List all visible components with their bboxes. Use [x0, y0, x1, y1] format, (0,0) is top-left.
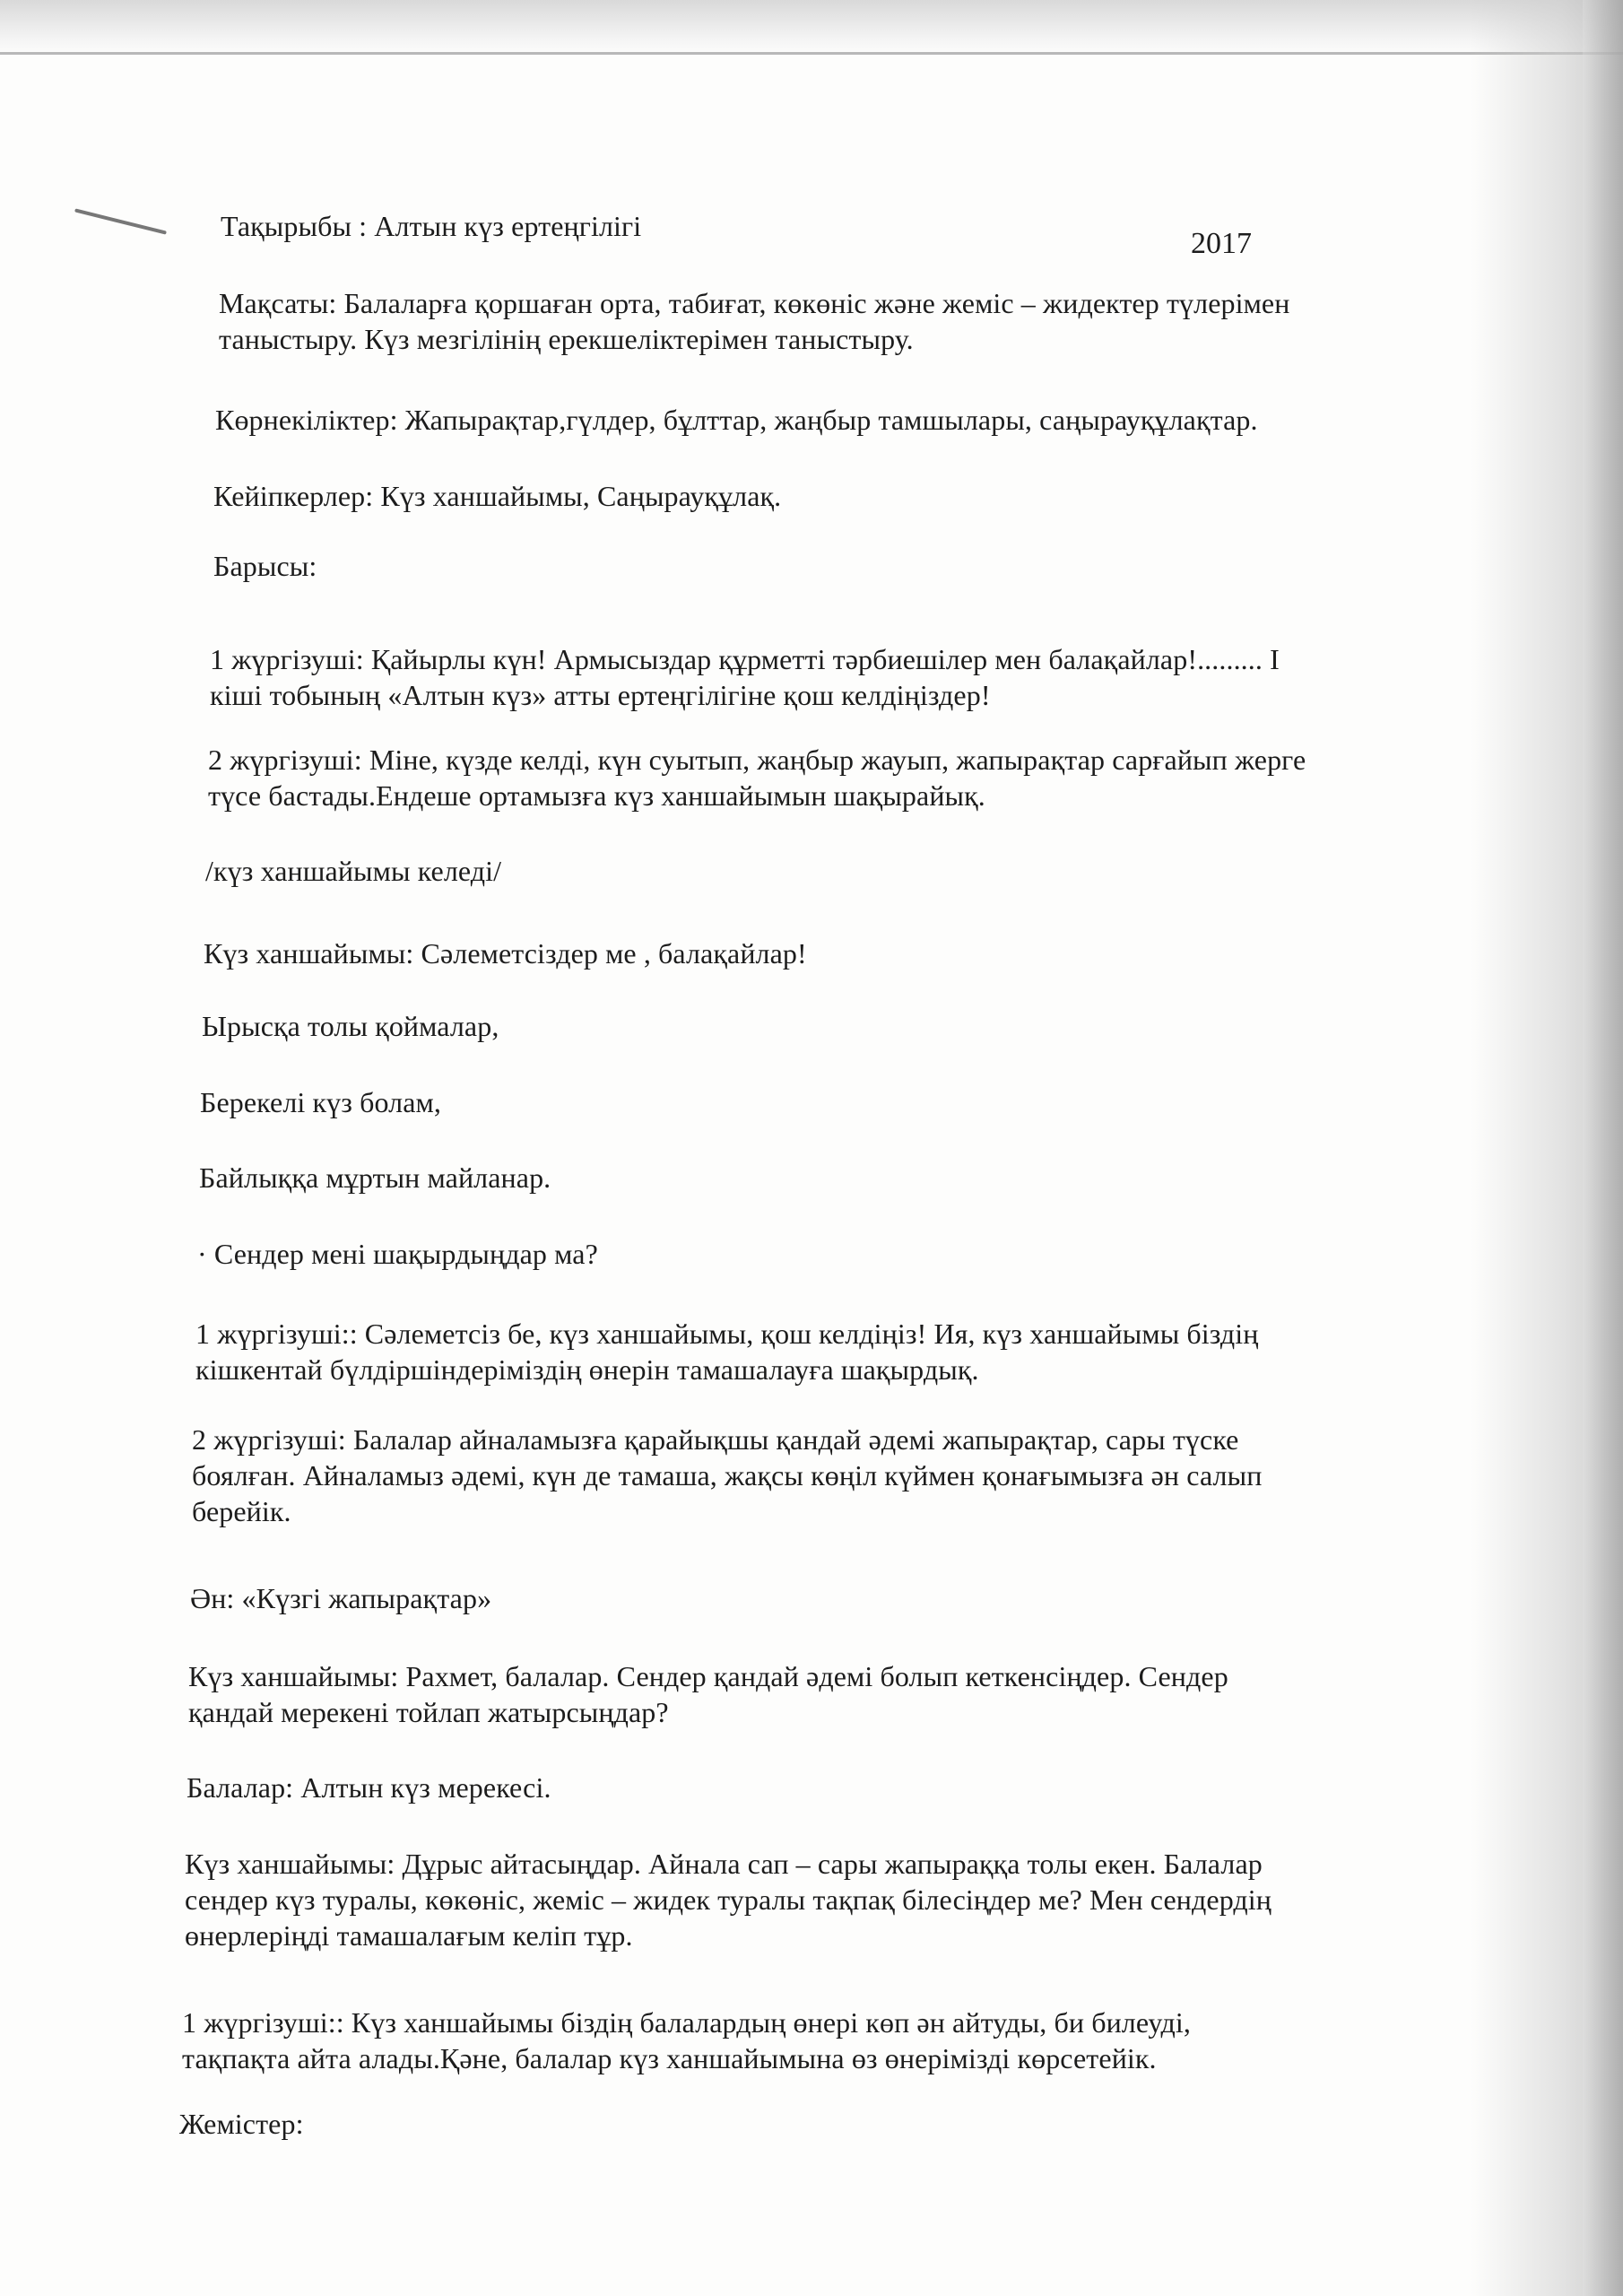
- paragraph: [200, 1084, 441, 1120]
- text-line: тақпақта айта алады.Қәне, балалар күз ханшайымына өз өнерімізді көрсетейік.: [182, 2042, 1157, 2074]
- text-line: өнерлеріңді тамашалағым келіп тұр.: [185, 1919, 633, 1952]
- paragraph: [179, 2106, 304, 2142]
- text-line: 1 жүргізуші:: Күз ханшайымы біздің балалардың өнері көп ән айтуды, би билеуді,: [182, 2006, 1191, 2039]
- paragraph: [185, 1846, 1271, 1953]
- text-line: 1 жүргізуші: Қайырлы күн! Армысыздар құрметті тәрбиешілер мен балақайлар!......... I: [210, 643, 1280, 675]
- text-line: Күз ханшайымы: Рахмет, балалар. Сендер қандай әдемі болып кеткенсіңдер. Сендер: [188, 1660, 1228, 1692]
- text-line: Мақсаты: Балаларға қоршаған орта, табиғат, көкөніс және жеміс – жидектер түлерімен: [219, 287, 1290, 319]
- text-line: Ән: «Күзгі жапырақтар»: [190, 1582, 492, 1614]
- text-line: қандай мерекені тойлап жатырсыңдар?: [188, 1696, 669, 1728]
- text-line: Барысы:: [213, 550, 317, 582]
- text-line: берейік.: [192, 1495, 291, 1527]
- document-year: 2017: [1191, 227, 1252, 260]
- paragraph: [197, 1236, 598, 1272]
- scan-top-edge: [0, 0, 1623, 56]
- text-line: Ырысқа толы қоймалар,: [202, 1010, 499, 1042]
- paragraph: [192, 1422, 1262, 1529]
- text-line: Байлыққа мұртын майланар.: [199, 1161, 551, 1194]
- paragraph: [219, 285, 1289, 357]
- scan-edge-line: [0, 52, 1623, 55]
- paragraph: [215, 402, 1258, 438]
- text-line: 2 жүргізуші: Балалар айналамызға қарайықшы қандай әдемі жапырақтар, сары түске: [192, 1423, 1239, 1456]
- paragraph: [190, 1580, 491, 1616]
- text-line: боялған. Айналамыз әдемі, күн де тамаша, жақсы көңіл күймен қонағымызға ән салып: [192, 1459, 1263, 1492]
- text-line: Жемістер:: [179, 2108, 304, 2140]
- paragraph: [202, 1008, 499, 1044]
- text-line: Көрнекіліктер: Жапырақтар,гүлдер, бұлттар, жаңбыр тамшылары, саңырауқұлақтар.: [215, 404, 1258, 436]
- paragraph: [195, 1316, 1259, 1387]
- text-line: 2 жүргізуші: Міне, күзде келді, күн суытып, жаңбыр жауып, жапырақтар сарғайып жерге: [208, 744, 1306, 776]
- document-title: Тақырыбы : Алтын күз ертеңгілігі: [221, 210, 642, 242]
- text-line: таныстыру. Күз мезгілінің ерекшеліктерімен таныстыру.: [219, 323, 914, 355]
- text-line: кішкентай бүлдіршіндеріміздің өнерін тамашалауға шақырдық.: [195, 1353, 979, 1386]
- paragraph: [210, 641, 1280, 713]
- paragraph: [187, 1770, 551, 1805]
- paragraph: [213, 478, 781, 514]
- text-line: Күз ханшайымы: Дұрыс айтасыңдар. Айнала сап – сары жапыраққа толы екен. Балалар: [185, 1848, 1263, 1880]
- text-line: сендер күз туралы, көкөніс, жеміс – жидек туралы тақпақ білесіңдер ме? Мен сендердің: [185, 1883, 1271, 1916]
- paragraph: [213, 548, 317, 584]
- text-line: · Сендер мені шақырдыңдар ма?: [197, 1238, 598, 1270]
- text-line: түсе бастады.Ендеше ортамызға күз ханшайымын шақырайық.: [208, 779, 985, 812]
- scan-right-edge: [1583, 0, 1623, 2296]
- paragraph: [182, 2005, 1191, 2076]
- paragraph: [204, 935, 807, 971]
- text-line: кіші тобының «Алтын күз» атты ертеңгілігіне қош келдіңіздер!: [210, 679, 991, 711]
- paragraph: [208, 742, 1306, 813]
- text-line: Берекелі күз болам,: [200, 1086, 441, 1118]
- text-line: /күз ханшайымы келеді/: [205, 855, 502, 887]
- text-line: 1 жүргізуші:: Сәлеметсіз бе, күз ханшайымы, қош келдіңіз! Ия, күз ханшайымы біздің: [195, 1318, 1259, 1350]
- paragraph: [205, 853, 501, 889]
- text-line: Күз ханшайымы: Сәлеметсіздер ме , балақайлар!: [204, 937, 807, 970]
- text-line: Кейіпкерлер: Күз ханшайымы, Саңырауқұлақ.: [213, 480, 782, 512]
- paragraph: [188, 1658, 1228, 1730]
- scan-mark: [74, 208, 167, 234]
- paragraph: [199, 1160, 551, 1196]
- text-line: Балалар: Алтын күз мерекесі.: [187, 1771, 551, 1804]
